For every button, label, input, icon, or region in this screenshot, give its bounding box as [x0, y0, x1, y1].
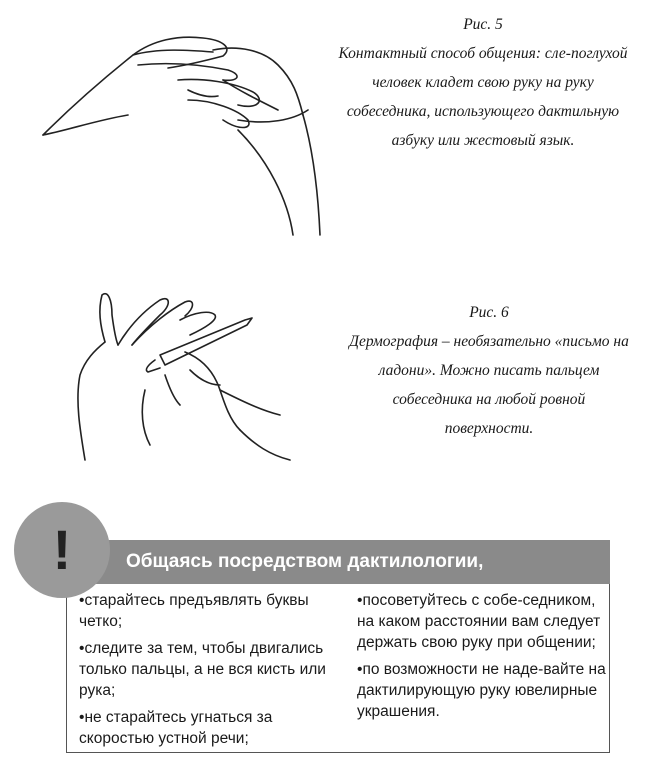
- note-left-column: [79, 590, 329, 755]
- list-item: • следите за тем, чтобы двигались только пальцы, а не вся кисть или рука;: [79, 638, 329, 701]
- figure-number: Рис. 5: [463, 16, 503, 33]
- list-item: • не старайтесь угнаться за скоростью устной речи;: [79, 707, 329, 749]
- figure-5-illustration: [38, 20, 328, 240]
- note-title: Общаясь посредством дактилологии,: [126, 551, 484, 572]
- note-content: [66, 584, 610, 753]
- figure-number: Рис. 6: [469, 304, 509, 321]
- figure-5-caption: [338, 10, 628, 155]
- figure-6-illustration: [60, 280, 300, 470]
- figure-caption-text: Контактный способ общения: сле-поглухой человек кладет свою руку на руку собеседника, использующего дактильную азбуку или жестовый язык.: [338, 45, 628, 149]
- exclamation-icon: [14, 502, 110, 598]
- note-right-column: [357, 590, 607, 728]
- list-item: • старайтесь предъявлять буквы четко;: [79, 590, 329, 632]
- list-item: • по возможности не наде-вайте на дактилирующую руку ювелирные украшения.: [357, 659, 607, 722]
- note-box: [14, 502, 644, 762]
- exclamation-glyph: !: [52, 518, 72, 581]
- figure-caption-text: Дермография – необязательно «письмо на ладони». Можно писать пальцем собеседника на любой ровной поверхности.: [349, 333, 629, 437]
- figure-6-caption: [348, 298, 630, 443]
- list-item: • посоветуйтесь с собе-седником, на каком расстоянии вам следует держать свою руку при общении;: [357, 590, 607, 653]
- note-header: [66, 540, 610, 584]
